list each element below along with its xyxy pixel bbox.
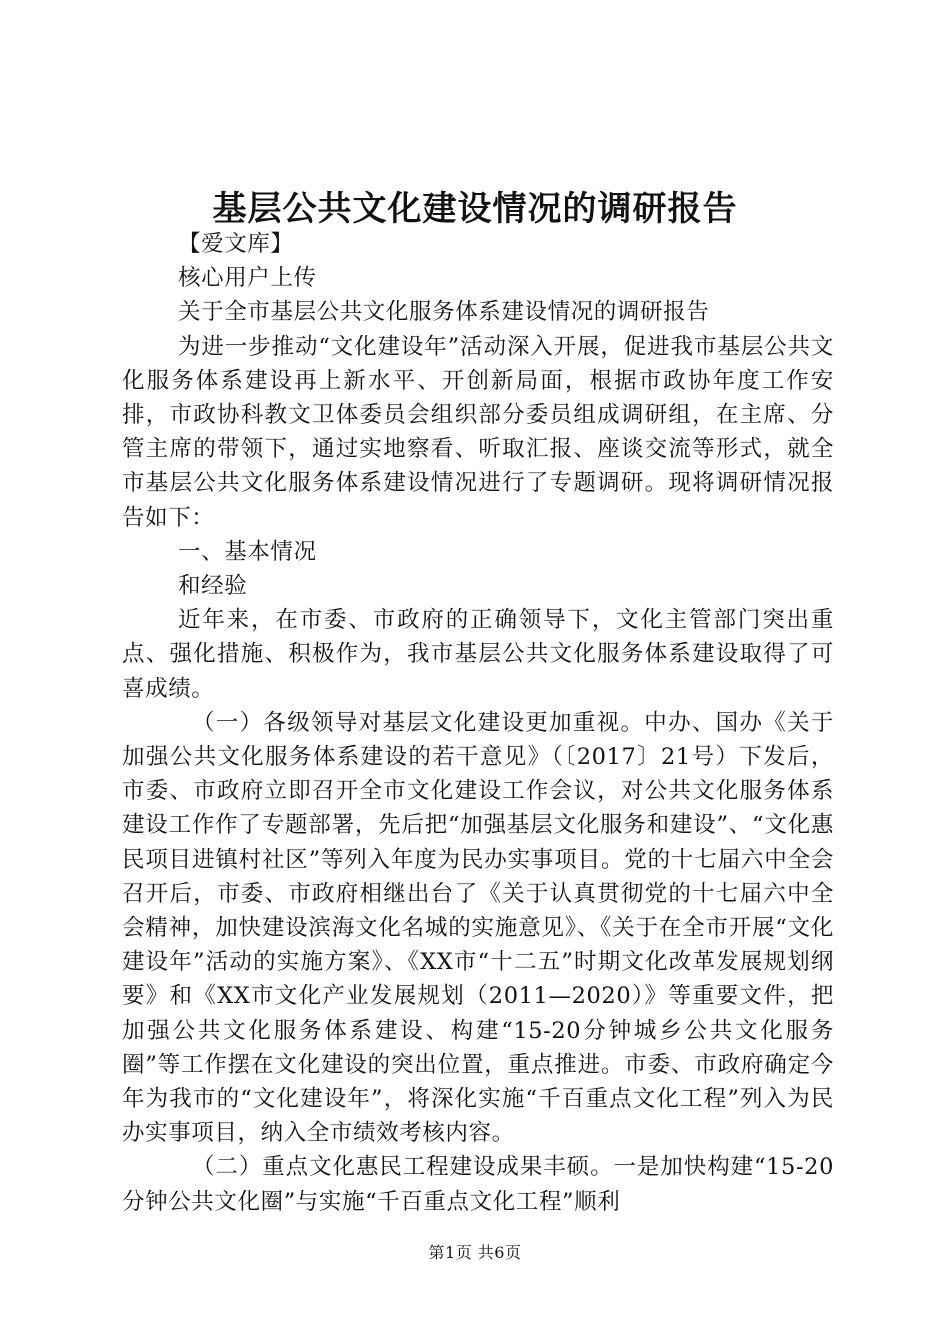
page-number-footer: 第1页 共6页 [428,1243,522,1262]
section-heading-continued: 和经验 [178,573,248,600]
document-title: 基层公共文化建设情况的调研报告 [212,189,738,229]
paragraph-uploader: 核心用户上传 [178,265,317,292]
section-heading-basic: 一、基本情况 [178,538,317,565]
paragraph-point-one: （一）各级领导对基层文化建设更加重视。中办、国办《关于加强公共文化服务体系建设的若干意见》（〔2017〕21号）下发后，市委、市政府立即召开全市文化建设工作会议，对公共文化服务体系建设工作作了专题部署，先后把“加强基层文化服务和建设”、“文化惠民项目进镇村社区”等列入年度为民办实事项目。党的十七届六中全会召开后，市委、市政府相继出台了《关于认真贯彻党的十七届六中全会精神，加快建设滨海文化名城的实施意见》、《关于在全市开展“文化建设年”活动的实施方案》、《XX市“十二五”时期文化改革发展规划纲要》和《XX市文化产业发展规划（2011—2020）》等重要文件，把加强公共文化服务体系建设、构建“15-20分钟城乡公共文化服务圈”等工作摆在文化建设的突出位置，重点推进。市委、市政府确定今年为我市的“文化建设年”，将深化实施“千百重点文化工程”列入为民办实事项目，纳入全市绩效考核内容。 [122,709,834,1147]
paragraph-source-tag: 【爱文库】 [178,231,294,257]
document-body [122,227,834,1219]
paragraph-subtitle: 关于全市基层公共文化服务体系建设情况的调研报告 [178,299,710,326]
paragraph-overview: 近年来，在市委、市政府的正确领导下，文化主管部门突出重点、强化措施、积极作为，我市基层公共文化服务体系建设取得了可喜成绩。 [122,607,834,702]
paragraph-point-two: （二）重点文化惠民工程建设成果丰硕。一是加快构建“15-20分钟公共文化圈”与实施“千百重点文化工程”顺利 [122,1154,834,1215]
paragraph-intro: 为进一步推动“文化建设年”活动深入开展，促进我市基层公共文化服务体系建设再上新水平、开创新局面，根据市政协年度工作安排，市政协科教文卫体委员会组织部分委员组成调研组，在主席、分管主席的带领下，通过实地察看、听取汇报、座谈交流等形式，就全市基层公共文化服务体系建设情况进行了专题调研。现将调研情况报告如下： [122,333,834,531]
